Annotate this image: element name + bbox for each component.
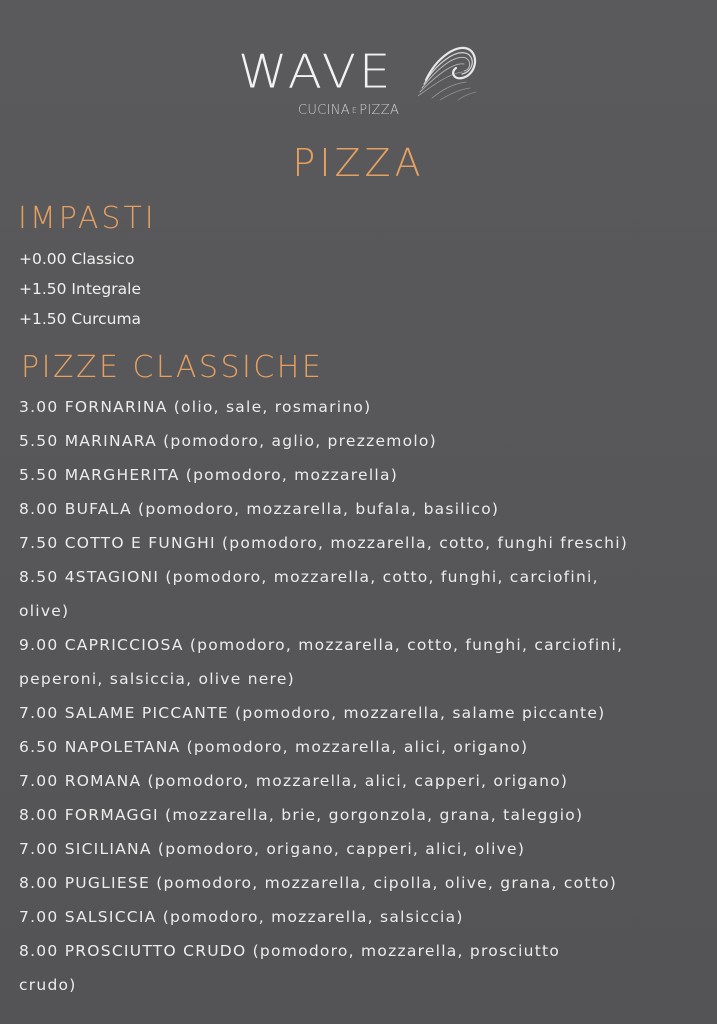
pizza-line: 8.00 BUFALA (pomodoro, mozzarella, bufala, basilico)	[19, 500, 500, 518]
pizza-item	[19, 764, 717, 798]
pizza-item	[19, 730, 717, 764]
pizza-line: 8.50 4STAGIONI (pomodoro, mozzarella, cotto, funghi, carciofini,	[19, 568, 599, 586]
tagline-cucina: CUCINA	[298, 103, 350, 118]
brand-logo	[238, 40, 488, 124]
pizza-line: 5.50 MARINARA (pomodoro, aglio, prezzemolo)	[19, 432, 437, 450]
pizze-list	[19, 390, 717, 1002]
pizza-item	[19, 934, 717, 1002]
pizza-item	[19, 628, 717, 696]
pizza-item	[19, 798, 717, 832]
brand-name: WAVE	[238, 45, 394, 99]
pizza-line: crudo)	[19, 976, 77, 994]
pizza-item	[19, 492, 717, 526]
pizza-line: 8.00 PUGLIESE (pomodoro, mozzarella, cipolla, olive, grana, cotto)	[19, 874, 618, 892]
pizza-line: 7.50 COTTO E FUNGHI (pomodoro, mozzarella, cotto, funghi freschi)	[19, 534, 629, 552]
impasti-heading: IMPASTI	[18, 201, 157, 236]
page-title: PIZZA	[292, 141, 425, 185]
pizza-line: 7.00 ROMANA (pomodoro, mozzarella, alici, capperi, origano)	[19, 772, 569, 790]
tagline-e: E	[351, 106, 358, 115]
pizza-line: 3.00 FORNARINA (olio, sale, rosmarino)	[19, 398, 372, 416]
wave-icon	[418, 40, 482, 102]
pizza-line: 7.00 SALSICCIA (pomodoro, mozzarella, salsiccia)	[19, 908, 464, 926]
pizza-line: 7.00 SALAME PICCANTE (pomodoro, mozzarella, salame piccante)	[19, 704, 606, 722]
impasti-list	[19, 244, 141, 334]
pizza-item	[19, 390, 717, 424]
pizza-line: peperoni, salsiccia, olive nere)	[19, 670, 295, 688]
impasto-item: +1.50 Curcuma	[19, 310, 142, 328]
pizza-item	[19, 866, 717, 900]
pizza-line: 9.00 CAPRICCIOSA (pomodoro, mozzarella, cotto, funghi, carciofini,	[19, 636, 624, 654]
brand-tagline	[298, 103, 399, 119]
pizza-line: 5.50 MARGHERITA (pomodoro, mozzarella)	[19, 466, 399, 484]
pizza-line: 6.50 NAPOLETANA (pomodoro, mozzarella, alici, origano)	[19, 738, 529, 756]
impasto-item: +1.50 Integrale	[19, 280, 141, 298]
pizza-line: 7.00 SICILIANA (pomodoro, origano, capperi, alici, olive)	[19, 840, 526, 858]
pizza-item	[19, 424, 717, 458]
pizza-line: 8.00 PROSCIUTTO CRUDO (pomodoro, mozzarella, prosciutto	[19, 942, 561, 960]
pizza-line: 8.00 FORMAGGI (mozzarella, brie, gorgonzola, grana, taleggio)	[19, 806, 584, 824]
pizza-line: olive)	[19, 602, 70, 620]
pizza-item	[19, 832, 717, 866]
pizza-item	[19, 900, 717, 934]
pizze-classiche-heading: PIZZE CLASSICHE	[21, 350, 324, 385]
pizza-item	[19, 696, 717, 730]
impasto-item: +0.00 Classico	[19, 250, 135, 268]
pizza-item	[19, 458, 717, 492]
pizza-item	[19, 560, 717, 628]
pizza-item	[19, 526, 717, 560]
tagline-pizza: PIZZA	[359, 103, 400, 118]
